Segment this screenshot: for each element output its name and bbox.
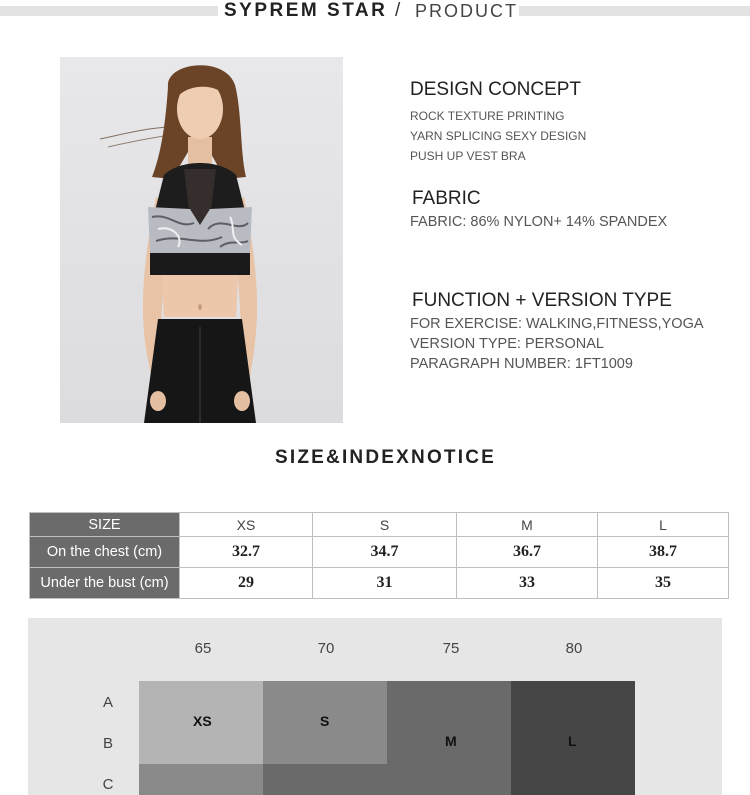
- table-row: [30, 537, 729, 568]
- fabric-title: FABRIC: [412, 188, 481, 209]
- cup-size-b: B: [102, 735, 113, 752]
- product-photo: [60, 57, 343, 423]
- function-line: VERSION TYPE: PERSONAL: [410, 336, 604, 352]
- grid-label-s: S: [320, 713, 330, 729]
- grid-label-l: L: [568, 733, 577, 749]
- grid-label-m: M: [445, 733, 457, 749]
- function-line: PARAGRAPH NUMBER: 1FT1009: [410, 356, 633, 372]
- table-row-label: On the chest (cm): [30, 537, 180, 568]
- table-header-cell: S: [313, 513, 457, 537]
- table-row: [30, 568, 729, 599]
- band-size-65: 65: [194, 640, 212, 657]
- grid-cell-m-lower: [263, 764, 387, 795]
- table-cell: 38.7: [598, 537, 729, 568]
- section-name: PRODUCT: [415, 1, 518, 21]
- header-rule-right: [519, 6, 750, 16]
- design-line: PUSH UP VEST BRA: [410, 149, 526, 163]
- size-section-title: SIZE&INDEXNOTICE: [275, 447, 496, 468]
- model-illustration: [60, 57, 343, 423]
- table-cell: 31: [313, 568, 457, 599]
- design-line: YARN SPLICING SEXY DESIGN: [410, 129, 587, 143]
- table-header-cell: L: [598, 513, 729, 537]
- table-cell: 32.7: [180, 537, 313, 568]
- band-size-75: 75: [442, 640, 460, 657]
- grid-cell-s-lower: [139, 764, 263, 795]
- cup-size-a: A: [102, 694, 113, 711]
- header-separator: /: [395, 0, 401, 21]
- design-concept-title: DESIGN CONCEPT: [410, 79, 582, 100]
- table-header-cell: M: [457, 513, 598, 537]
- table-row-label: Under the bust (cm): [30, 568, 180, 599]
- table-cell: 34.7: [313, 537, 457, 568]
- table-header-row: [30, 513, 729, 537]
- size-table: [29, 512, 729, 599]
- table-cell: 35: [598, 568, 729, 599]
- fabric-composition: FABRIC: 86% NYLON+ 14% SPANDEX: [410, 214, 668, 230]
- brand-name: SYPREM STAR: [224, 0, 388, 21]
- grid-label-xs: XS: [193, 713, 212, 729]
- band-size-80: 80: [565, 640, 583, 657]
- table-cell: 36.7: [457, 537, 598, 568]
- design-line: ROCK TEXTURE PRINTING: [410, 109, 565, 123]
- header-rule-left: [0, 6, 218, 16]
- band-size-70: 70: [317, 640, 335, 657]
- function-line: FOR EXERCISE: WALKING,FITNESS,YOGA: [410, 316, 704, 332]
- table-header-cell: SIZE: [30, 513, 180, 537]
- table-cell: 33: [457, 568, 598, 599]
- table-cell: 29: [180, 568, 313, 599]
- cup-size-c: C: [102, 776, 114, 793]
- function-title: FUNCTION + VERSION TYPE: [412, 290, 672, 311]
- table-header-cell: XS: [180, 513, 313, 537]
